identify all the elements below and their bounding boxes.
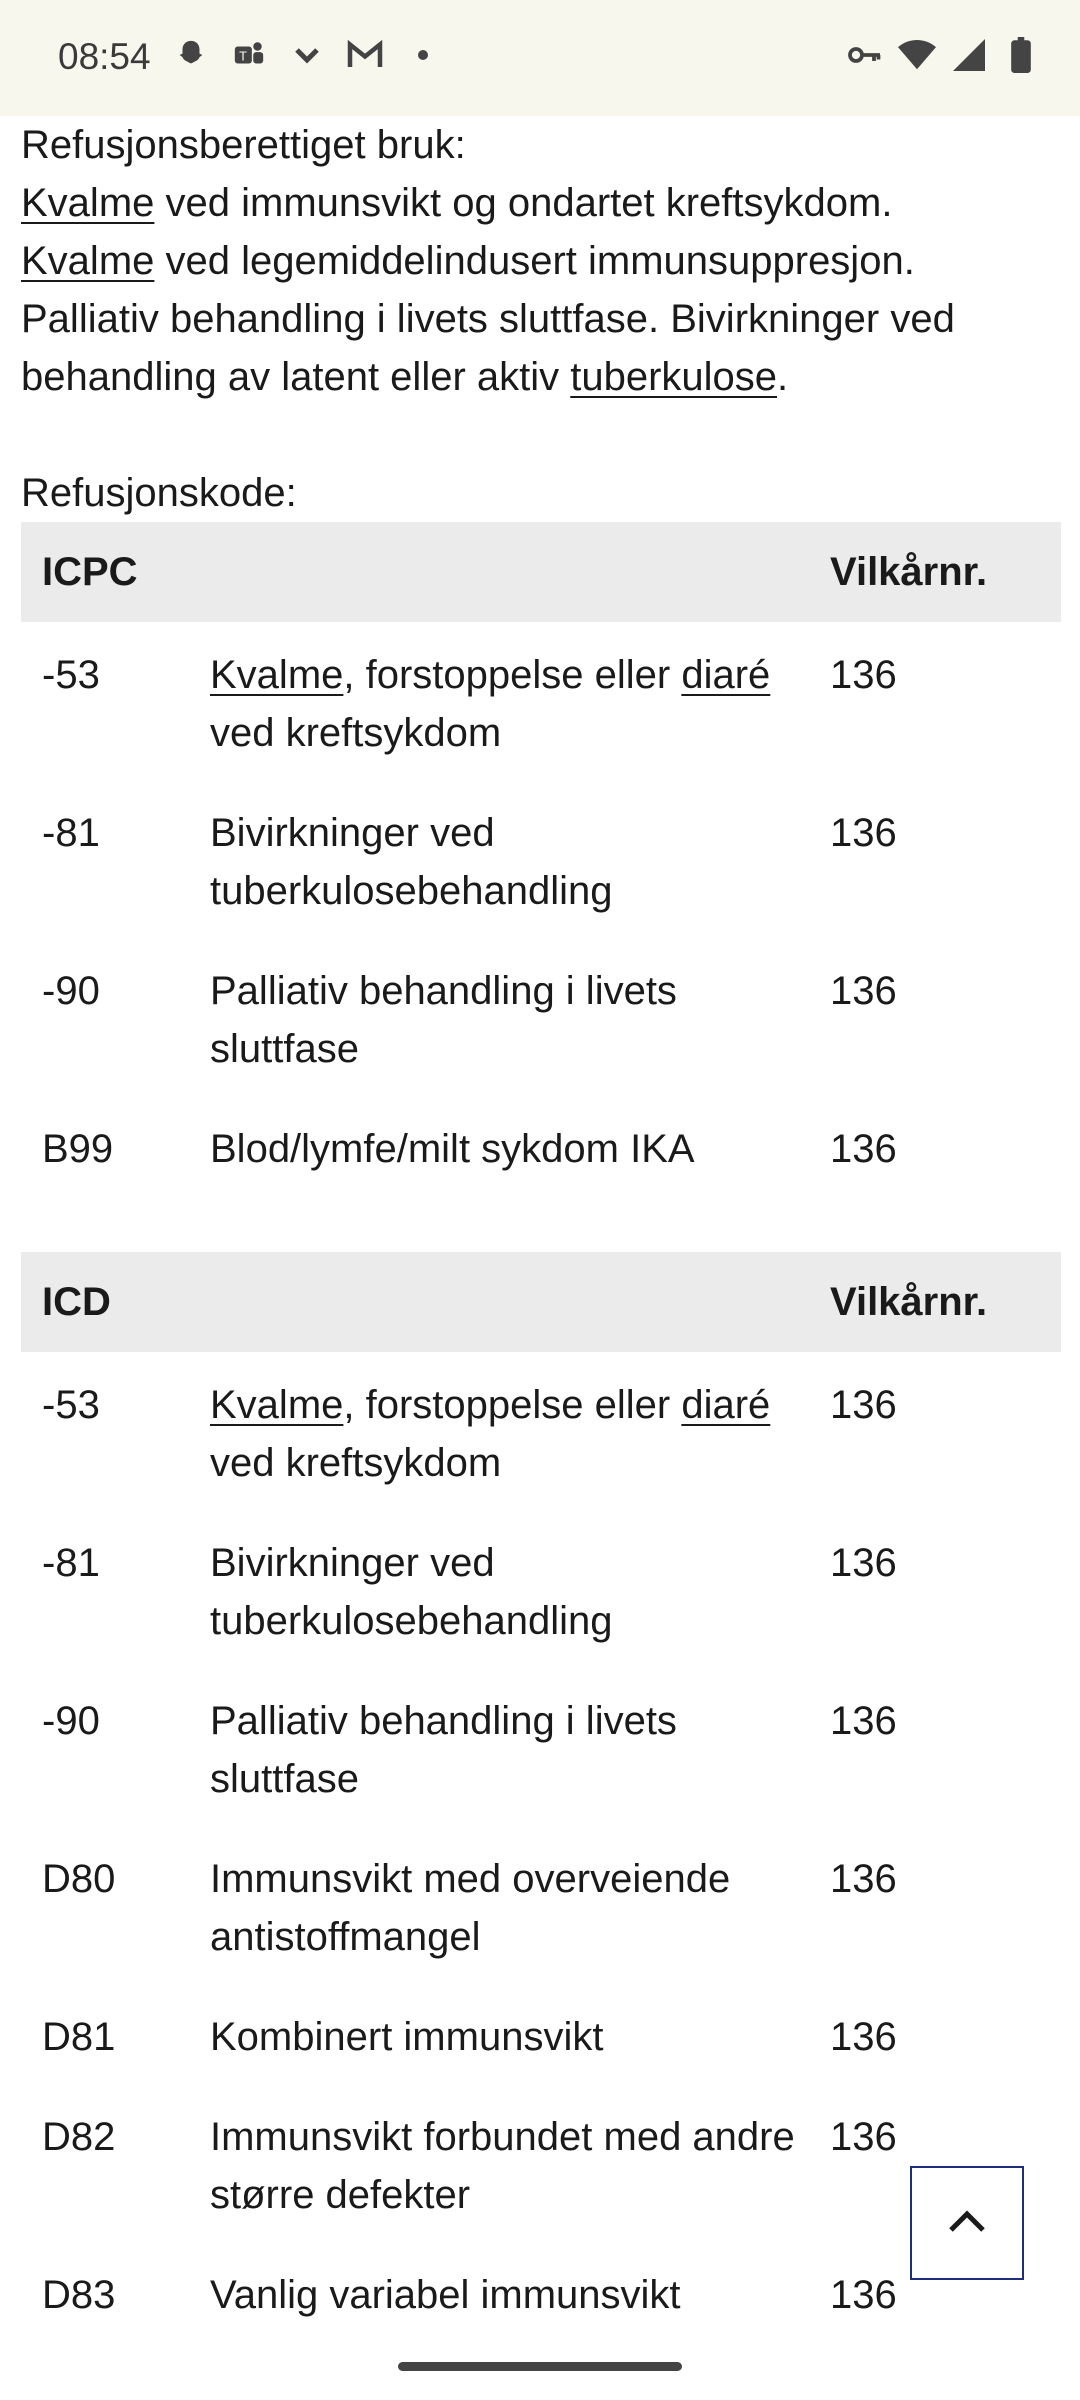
table-row — [21, 1984, 1061, 2084]
diare-link[interactable]: diaré — [681, 1383, 771, 1427]
row-code: -81 — [42, 811, 100, 855]
table-row — [21, 1510, 1061, 1668]
snapchat-icon — [172, 36, 210, 74]
row-vilkarnr: 136 — [830, 2015, 897, 2059]
table-row — [21, 1668, 1061, 1826]
diare-link[interactable]: diaré — [681, 653, 771, 697]
row-description: Vanlig variabel immunsvikt — [210, 2273, 681, 2317]
table-row — [21, 1352, 1061, 1510]
row-code: -81 — [42, 1541, 100, 1585]
table-header — [21, 522, 1061, 622]
row-description: Palliativ behandling i livets sluttfase — [210, 969, 677, 1071]
kvalme-link[interactable]: Kvalme — [210, 1383, 344, 1427]
status-time: 08:54 — [58, 36, 151, 77]
row-code: -90 — [42, 969, 100, 1013]
row-vilkarnr: 136 — [830, 1383, 897, 1427]
header-vilkarnr: Vilkårnr. — [830, 1280, 988, 1324]
table-row — [21, 938, 1061, 1096]
table-row — [21, 780, 1061, 938]
row-vilkarnr: 136 — [830, 1857, 897, 1901]
table-header — [21, 1252, 1061, 1352]
row-vilkarnr: 136 — [830, 2273, 897, 2317]
row-code: -90 — [42, 1699, 100, 1743]
battery-icon — [1002, 36, 1040, 74]
table-row — [21, 1096, 1061, 1196]
intro-heading: Refusjonsberettiget bruk: — [21, 123, 466, 167]
row-vilkarnr: 136 — [830, 811, 897, 855]
icpc-table — [21, 522, 1061, 1196]
signal-icon — [950, 36, 988, 74]
row-code: -53 — [42, 1383, 100, 1427]
notification-icons — [172, 36, 442, 74]
header-code: ICPC — [42, 550, 138, 594]
row-vilkarnr: 136 — [830, 1127, 897, 1171]
row-vilkarnr: 136 — [830, 969, 897, 1013]
row-description: Palliativ behandling i livets sluttfase — [210, 1699, 677, 1801]
kvalme-link[interactable]: Kvalme — [210, 653, 344, 697]
table-row — [21, 1826, 1061, 1984]
row-vilkarnr: 136 — [830, 1541, 897, 1585]
teams-icon — [230, 36, 268, 74]
row-description: Kvalme, forstoppelse eller diaré ved kreftsykdom — [210, 1383, 771, 1485]
kvalme-link[interactable]: Kvalme — [21, 181, 155, 225]
row-code: D82 — [42, 2115, 116, 2159]
dot-icon — [404, 36, 442, 74]
row-description: Immunsvikt med overveiende antistoffmangel — [210, 1857, 731, 1959]
table-row — [21, 2242, 1061, 2342]
row-vilkarnr: 136 — [830, 653, 897, 697]
vpn-key-icon — [846, 36, 884, 74]
row-description: Bivirkninger ved tuberkulosebehandling — [210, 1541, 613, 1643]
header-vilkarnr: Vilkårnr. — [830, 550, 988, 594]
row-code: -53 — [42, 653, 100, 697]
row-code: D83 — [42, 2273, 116, 2317]
gmail-icon — [346, 36, 384, 74]
status-bar — [0, 0, 1080, 116]
row-vilkarnr: 136 — [830, 1699, 897, 1743]
tuberkulose-link[interactable]: tuberkulose — [570, 355, 778, 399]
header-code: ICD — [42, 1280, 111, 1324]
svg-text:T: T — [239, 48, 247, 64]
kvalme-link[interactable]: Kvalme — [21, 239, 155, 283]
row-description: Immunsvikt forbundet med andre større defekter — [210, 2115, 795, 2217]
chevron-icon — [288, 36, 326, 74]
intro-paragraph: Refusjonsberettiget bruk: Kvalme ved immunsvikt og ondartet kreftsykdom. Kvalme ved legemiddelindusert immunsuppresjon. Palliativ behandling i livets sluttfase. Bivirkninger ved behandling av latent eller aktiv tuberkulose. — [21, 123, 955, 399]
row-code: D80 — [42, 1857, 116, 1901]
gesture-nav-bar[interactable] — [398, 2362, 682, 2371]
system-icons — [846, 36, 1040, 74]
icd-table — [21, 1252, 1061, 2342]
row-description: Blod/lymfe/milt sykdom IKA — [210, 1127, 695, 1171]
row-code: B99 — [42, 1127, 114, 1171]
refusjonskode-label: Refusjonskode: — [21, 471, 297, 515]
table-row — [21, 622, 1061, 780]
content — [21, 116, 1061, 2342]
row-description: Kombinert immunsvikt — [210, 2015, 604, 2059]
table-row — [21, 2084, 1061, 2242]
row-vilkarnr: 136 — [830, 2115, 897, 2159]
row-description: Bivirkninger ved tuberkulosebehandling — [210, 811, 613, 913]
wifi-icon — [898, 36, 936, 74]
scroll-to-top-button[interactable] — [910, 2166, 1024, 2280]
row-description: Kvalme, forstoppelse eller diaré ved kreftsykdom — [210, 653, 771, 755]
chevron-up-icon — [947, 2208, 987, 2239]
row-code: D81 — [42, 2015, 116, 2059]
